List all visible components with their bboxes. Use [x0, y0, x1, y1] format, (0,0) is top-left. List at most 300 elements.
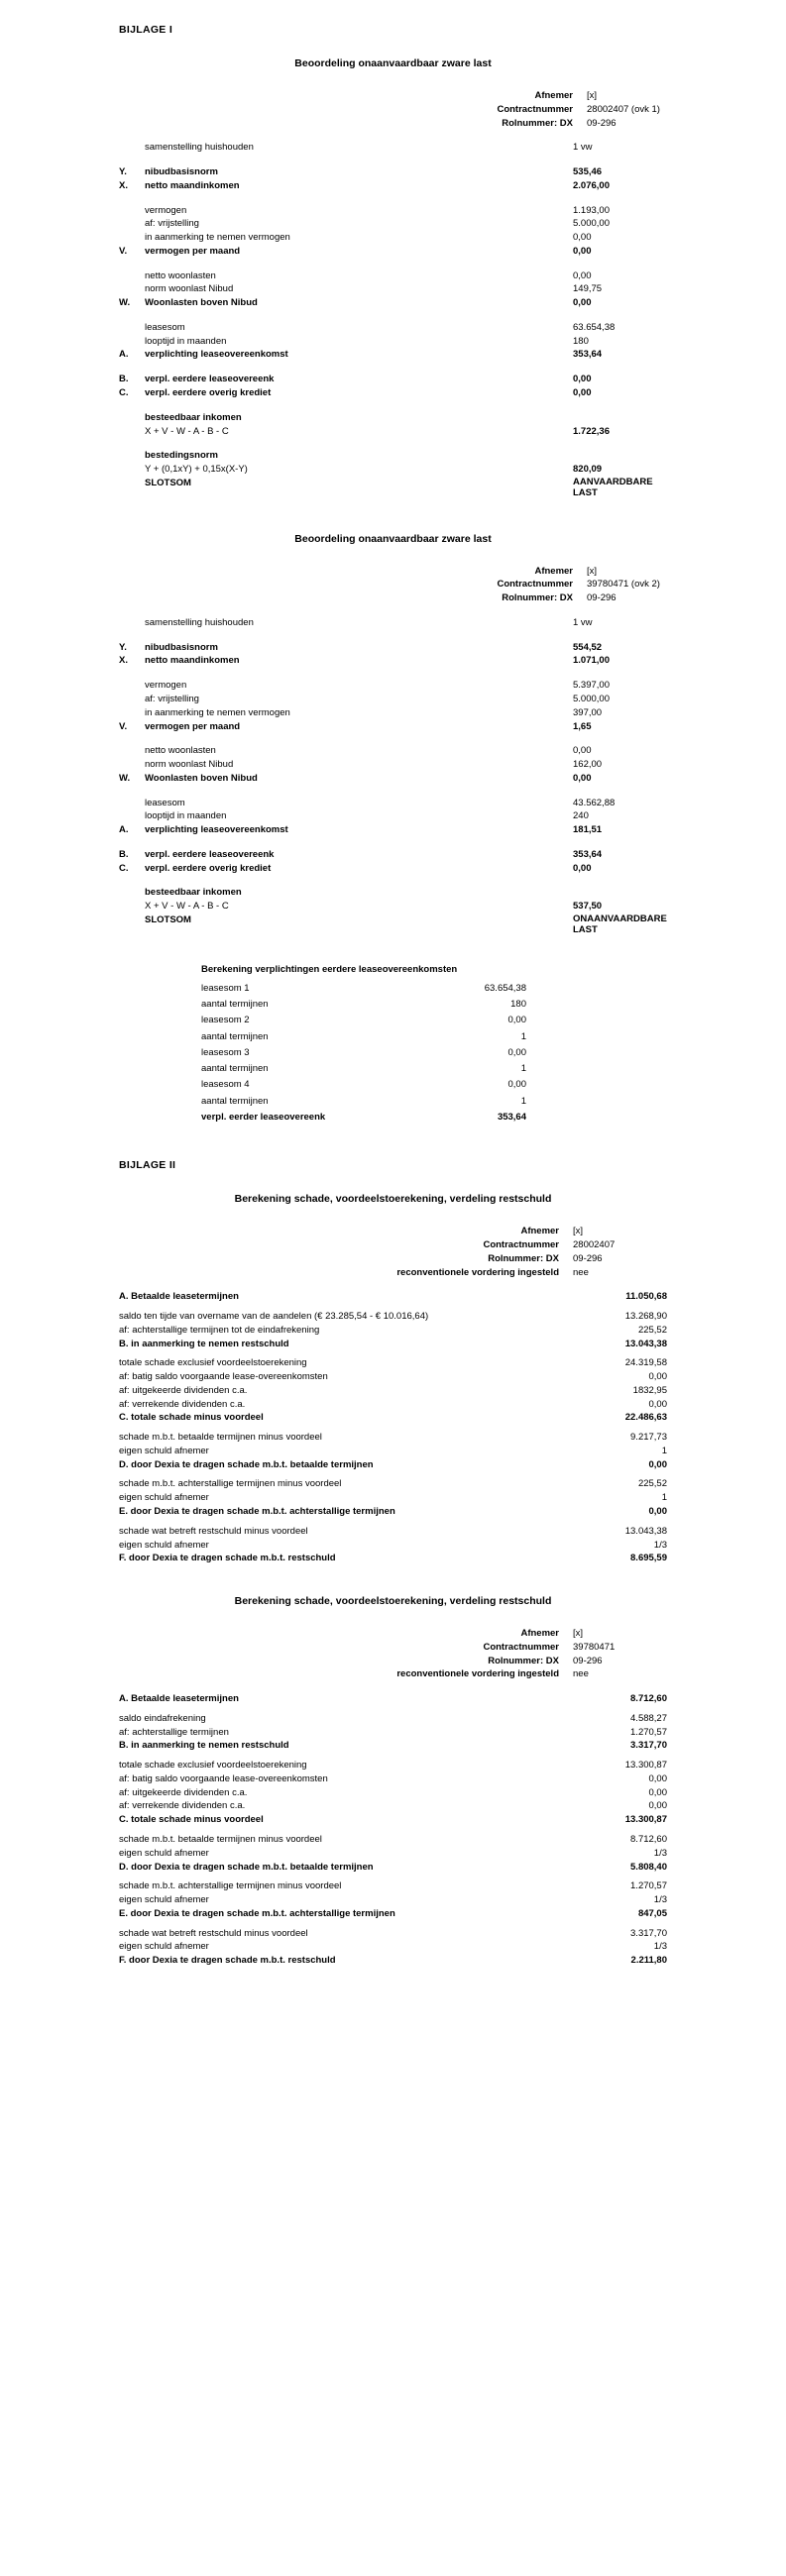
row-value: 0,00	[648, 1800, 667, 1812]
row-label: verpl. eerdere overig krediet	[145, 862, 272, 874]
rolnummer-label: Rolnummer: DX	[502, 117, 573, 129]
row-label: schade wat betreft restschuld minus voordeel	[119, 1927, 308, 1939]
row-value: 554,52	[573, 641, 603, 653]
table-row	[119, 772, 667, 786]
table-row	[119, 1726, 667, 1740]
row-value: 13.043,38	[624, 1525, 667, 1537]
row-code	[119, 217, 145, 231]
row-value: 1/3	[653, 1847, 667, 1859]
row-value: 43.562,88	[573, 797, 616, 808]
row-label: vermogen per maand	[145, 245, 241, 257]
case1-rows-table	[119, 165, 667, 477]
table-row	[119, 1225, 667, 1238]
afnemer-label: Afnemer	[520, 1628, 559, 1640]
row-value: 181,51	[573, 824, 603, 836]
row-value: 180	[510, 999, 526, 1011]
row-label: nibudbasisnorm	[145, 641, 218, 653]
slotsom-value: AANVAARDBARE LAST	[573, 476, 653, 499]
table-row	[119, 386, 667, 400]
table-row	[119, 1847, 667, 1861]
table-row	[200, 981, 527, 997]
row-label: E. door Dexia te dragen schade m.b.t. achterstallige termijnen	[119, 1907, 395, 1919]
contractnummer-value: 39780471	[573, 1641, 616, 1653]
contractnummer-label: Contractnummer	[483, 1238, 559, 1250]
row-value: 1/3	[653, 1539, 667, 1551]
row-label: eigen schuld afnemer	[119, 1539, 209, 1551]
row-value: 149,75	[573, 283, 603, 295]
table-row	[119, 706, 667, 720]
afnemer-label: Afnemer	[520, 1226, 559, 1237]
row-label: leasesom	[145, 797, 185, 808]
row-value: 0,00	[573, 387, 592, 399]
table-row	[119, 1431, 667, 1445]
row-label: norm woonlast Nibud	[145, 283, 234, 295]
table-row	[119, 1266, 667, 1280]
reconventie-value: nee	[573, 1668, 589, 1680]
row-code: V.	[119, 720, 128, 732]
row-label: aantal termijnen	[201, 999, 269, 1011]
table-row	[119, 1398, 667, 1412]
row-code: A.	[119, 349, 129, 361]
row-value: 0,00	[573, 862, 592, 874]
table-row	[119, 1739, 667, 1753]
table-row	[119, 1411, 667, 1425]
huishouden-label: samenstelling huishouden	[145, 142, 254, 154]
row-label: aantal termijnen	[201, 1030, 269, 1042]
row-value: 0,00	[507, 1046, 526, 1058]
row-label: vermogen	[145, 680, 187, 692]
rolnummer-value: 09-296	[573, 1655, 603, 1666]
row-code	[119, 321, 145, 335]
onaanvaardbaar-block-2	[119, 533, 667, 936]
contractnummer-value: 28002407	[573, 1238, 616, 1250]
table-row	[119, 809, 667, 823]
row-label: F. door Dexia te dragen schade m.b.t. restschuld	[119, 1955, 336, 1967]
row-label: netto maandinkomen	[145, 179, 240, 191]
row-label: af: achterstallige termijnen tot de eindafrekening	[119, 1324, 320, 1336]
row-code: W.	[119, 297, 131, 309]
row-value: 397,00	[573, 706, 603, 718]
row-value: 9.217,73	[630, 1432, 667, 1444]
table-row	[200, 1094, 527, 1110]
row-code	[119, 425, 145, 439]
table-row	[119, 1940, 667, 1954]
row-label: schade m.b.t. achterstallige termijnen minus voordeel	[119, 1478, 342, 1490]
row-label: netto maandinkomen	[145, 655, 240, 667]
row-value: 0,00	[648, 1772, 667, 1784]
row-label: af: batig saldo voorgaande lease-overeenkomsten	[119, 1772, 328, 1784]
row-label: verplichting leaseovereenkomst	[145, 824, 288, 836]
table-row	[119, 1356, 667, 1370]
row-value: 353,64	[497, 1111, 526, 1123]
row-code: V.	[119, 245, 128, 257]
contractnummer-label: Contractnummer	[497, 579, 573, 590]
table-row	[119, 245, 667, 259]
row-label: saldo eindafrekening	[119, 1712, 206, 1724]
section-title-1: Beoordeling onaanvaardbaar zware last	[294, 57, 492, 69]
row-label: C. totale schade minus voordeel	[119, 1412, 264, 1424]
row-value: 8.712,60	[630, 1834, 667, 1846]
rolnummer-label: Rolnummer: DX	[502, 592, 573, 604]
table-row	[119, 1290, 667, 1304]
table-row	[119, 1833, 667, 1847]
schade-block-2	[119, 1595, 667, 1968]
row-label: netto woonlasten	[145, 745, 216, 757]
row-value: 0,00	[573, 772, 592, 784]
table-row	[119, 1627, 667, 1641]
case1-slotsom	[119, 477, 667, 499]
table-row	[119, 1879, 667, 1893]
row-label: schade m.b.t. betaalde termijnen minus voordeel	[119, 1834, 322, 1846]
row-value: 537,50	[573, 901, 603, 912]
slotsom-label: SLOTSOM	[145, 913, 191, 925]
row-label: besteedbaar inkomen	[145, 411, 242, 423]
row-label: eigen schuld afnemer	[119, 1894, 209, 1906]
table-row	[200, 962, 527, 981]
table-row	[119, 1861, 667, 1875]
table-row	[200, 1045, 527, 1061]
row-code: X.	[119, 655, 128, 667]
table-row	[200, 1061, 527, 1077]
row-label: leasesom 3	[201, 1046, 250, 1058]
table-row	[119, 900, 667, 913]
b2case1-header-table	[119, 1225, 667, 1290]
row-label: leasesom 1	[201, 982, 250, 994]
table-row	[119, 862, 667, 876]
row-value: 0,00	[573, 269, 592, 281]
table-row	[119, 449, 667, 463]
table-row	[119, 641, 667, 655]
table-row	[200, 1077, 527, 1093]
table-row	[119, 1799, 667, 1813]
rolnummer-value: 09-296	[587, 592, 617, 604]
row-value: 13.268,90	[624, 1311, 667, 1323]
table-row	[119, 1893, 667, 1907]
row-code	[119, 335, 145, 349]
table-row	[119, 217, 667, 231]
row-code	[119, 886, 145, 900]
b2case1-rows-table	[119, 1290, 667, 1565]
row-value: 0,00	[573, 245, 592, 257]
row-label: vermogen	[145, 204, 187, 216]
row-value: 162,00	[573, 759, 603, 771]
row-value	[573, 886, 667, 900]
row-value: 13.043,38	[624, 1338, 667, 1349]
table-row	[119, 89, 667, 103]
row-value: 535,46	[573, 166, 603, 178]
table-row	[119, 1338, 667, 1351]
table-row	[119, 744, 667, 758]
row-value: 1/3	[653, 1941, 667, 1953]
row-label: schade m.b.t. achterstallige termijnen minus voordeel	[119, 1880, 342, 1892]
afnemer-label: Afnemer	[534, 90, 573, 101]
table-row	[119, 411, 667, 425]
row-value: 180	[573, 335, 589, 347]
row-label: F. door Dexia te dragen schade m.b.t. restschuld	[119, 1553, 336, 1564]
row-label: X + V - W - A - B - C	[145, 901, 229, 912]
row-value: 0,00	[573, 374, 592, 385]
row-code: X.	[119, 179, 128, 191]
row-value: 0,00	[648, 1786, 667, 1798]
row-label: vermogen per maand	[145, 720, 241, 732]
row-value: 0,00	[507, 1079, 526, 1091]
row-label: Woonlasten boven Nibud	[145, 772, 258, 784]
row-value: 847,05	[637, 1907, 667, 1919]
reconventie-value: nee	[573, 1266, 589, 1278]
row-code	[119, 411, 145, 425]
row-value: 1	[520, 1095, 526, 1107]
table-row	[119, 797, 667, 810]
row-value: 5.000,00	[573, 218, 610, 230]
table-row	[119, 477, 667, 499]
contractnummer-label: Contractnummer	[483, 1641, 559, 1653]
bijlage-1-label: BIJLAGE I	[119, 24, 173, 36]
table-row	[119, 616, 667, 630]
row-label: verpl. eerdere leaseovereenk	[145, 848, 275, 860]
table-row	[119, 1786, 667, 1800]
row-value	[573, 411, 667, 425]
row-code	[119, 449, 145, 463]
berekening-rows	[200, 981, 527, 1126]
table-row	[119, 204, 667, 218]
row-value: 353,64	[573, 848, 603, 860]
row-value: 0,00	[507, 1015, 526, 1026]
row-label: bestedingsnorm	[145, 450, 218, 462]
section-title-3: Berekening schade, voordeelstoerekening, verdeling restschuld	[234, 1193, 552, 1206]
table-row	[200, 1029, 527, 1045]
row-code: B.	[119, 848, 129, 860]
row-label: saldo ten tijde van overname van de aandelen (€ 23.285,54 - € 10.016,64)	[119, 1311, 429, 1323]
case1-header-table	[119, 89, 667, 165]
row-value: 820,09	[573, 464, 603, 476]
row-code	[119, 900, 145, 913]
row-label: in aanmerking te nemen vermogen	[145, 232, 290, 244]
section-title-2: Beoordeling onaanvaardbaar zware last	[294, 532, 492, 545]
row-code	[119, 758, 145, 772]
row-value: 4.588,27	[630, 1712, 667, 1724]
b2case2-header-table	[119, 1627, 667, 1692]
reconventie-label: reconventionele vordering ingesteld	[396, 1668, 559, 1680]
table-row	[119, 1384, 667, 1398]
row-label: Y + (0,1xY) + 0,15x(X-Y)	[145, 464, 248, 476]
table-row	[119, 565, 667, 579]
row-value: 5.397,00	[573, 680, 610, 692]
afnemer-value: [x]	[587, 565, 598, 577]
row-value: 0,00	[648, 1458, 667, 1470]
row-value: 0,00	[573, 745, 592, 757]
bijlage-2-label: BIJLAGE II	[119, 1159, 176, 1172]
row-label: C. totale schade minus voordeel	[119, 1814, 264, 1826]
case2-rows-table	[119, 641, 667, 913]
row-label: eigen schuld afnemer	[119, 1445, 209, 1456]
row-code	[119, 693, 145, 706]
row-label: af: verrekende dividenden c.a.	[119, 1800, 246, 1812]
table-row	[119, 1324, 667, 1338]
table-row	[119, 1927, 667, 1941]
berekening-verplichtingen-block	[119, 962, 667, 1127]
row-code: C.	[119, 387, 129, 399]
row-value: 2.076,00	[573, 179, 610, 191]
table-row	[119, 269, 667, 283]
table-row	[119, 165, 667, 179]
slotsom-value: ONAANVAARDBARE LAST	[573, 912, 667, 936]
section-title-4: Berekening schade, voordeelstoerekening, verdeling restschuld	[234, 1595, 552, 1608]
table-row	[119, 141, 667, 155]
row-value: 1	[661, 1445, 667, 1456]
row-value: 0,00	[648, 1506, 667, 1517]
row-value: 63.654,38	[484, 982, 526, 994]
table-row	[119, 373, 667, 386]
table-row	[119, 1552, 667, 1565]
row-value: 5.000,00	[573, 693, 610, 704]
afnemer-value: [x]	[573, 1628, 584, 1640]
row-label: looptijd in maanden	[145, 335, 227, 347]
row-value: 24.319,58	[624, 1357, 667, 1369]
row-label: besteedbaar inkomen	[145, 887, 242, 899]
row-value: 1.270,57	[630, 1726, 667, 1738]
row-code: Y.	[119, 641, 127, 653]
table-row	[119, 886, 667, 900]
b2case2-rows-table	[119, 1692, 667, 1968]
row-label: looptijd in maanden	[145, 810, 227, 822]
row-label: leasesom 4	[201, 1079, 250, 1091]
row-label: B. in aanmerking te nemen restschuld	[119, 1740, 289, 1752]
row-value: 1,65	[573, 720, 592, 732]
schade-block-1	[119, 1193, 667, 1565]
berekening-title: Berekening verplichtingen eerdere leaseovereenkomsten	[201, 963, 458, 975]
row-value: 8.695,59	[630, 1553, 667, 1564]
table-row	[200, 1110, 527, 1126]
huishouden-value: 1 vw	[573, 616, 593, 628]
rolnummer-label: Rolnummer: DX	[488, 1252, 559, 1264]
row-label: in aanmerking te nemen vermogen	[145, 706, 290, 718]
table-row	[119, 335, 667, 349]
table-row	[119, 1370, 667, 1384]
row-value: 1	[661, 1492, 667, 1504]
row-code: C.	[119, 862, 129, 874]
row-value	[573, 449, 667, 463]
table-row	[119, 1712, 667, 1726]
row-label: eigen schuld afnemer	[119, 1492, 209, 1504]
row-code	[119, 204, 145, 218]
table-row	[200, 997, 527, 1013]
table-row	[119, 1954, 667, 1968]
row-label: verpl. eerdere leaseovereenk	[145, 374, 275, 385]
row-label: nibudbasisnorm	[145, 166, 218, 178]
table-row	[119, 1445, 667, 1458]
table-row	[119, 654, 667, 668]
table-row	[119, 1641, 667, 1655]
row-label: af: batig saldo voorgaande lease-overeenkomsten	[119, 1371, 328, 1383]
row-code: W.	[119, 772, 131, 784]
row-code	[119, 463, 145, 477]
row-value: 0,00	[573, 232, 592, 244]
row-value: 1.071,00	[573, 655, 610, 667]
table-row	[119, 1655, 667, 1668]
table-row	[119, 231, 667, 245]
row-value: 2.211,80	[630, 1955, 667, 1967]
row-label: leasesom	[145, 321, 185, 333]
row-label: verpl. eerder leaseovereenk	[201, 1111, 326, 1123]
row-label: Woonlasten boven Nibud	[145, 297, 258, 309]
rolnummer-value: 09-296	[587, 117, 617, 129]
huishouden-label: samenstelling huishouden	[145, 616, 254, 628]
table-row	[119, 1667, 667, 1681]
row-label: A. Betaalde leasetermijnen	[119, 1693, 239, 1705]
table-row	[119, 425, 667, 439]
row-label: totale schade exclusief voordeelstoerekening	[119, 1760, 307, 1771]
table-row	[119, 1491, 667, 1505]
row-value: 3.317,70	[630, 1927, 667, 1939]
row-value: 3.317,70	[630, 1740, 667, 1752]
row-code: B.	[119, 374, 129, 385]
table-row	[119, 321, 667, 335]
contractnummer-value: 28002407 (ovk 1)	[587, 103, 660, 115]
table-row	[119, 1310, 667, 1324]
table-row	[119, 179, 667, 193]
row-label: aantal termijnen	[201, 1095, 269, 1107]
row-value: 1.722,36	[573, 425, 610, 437]
table-row	[119, 848, 667, 862]
table-row	[119, 1813, 667, 1827]
row-code	[119, 269, 145, 283]
row-label: eigen schuld afnemer	[119, 1847, 209, 1859]
table-row	[119, 720, 667, 734]
table-row	[119, 1539, 667, 1553]
table-row	[119, 758, 667, 772]
row-label: E. door Dexia te dragen schade m.b.t. achterstallige termijnen	[119, 1506, 395, 1517]
row-label: norm woonlast Nibud	[145, 759, 234, 771]
table-row	[119, 693, 667, 706]
row-value: 63.654,38	[573, 321, 616, 333]
row-code	[119, 809, 145, 823]
row-code	[119, 679, 145, 693]
reconventie-label: reconventionele vordering ingesteld	[396, 1266, 559, 1278]
row-value: 1.193,00	[573, 204, 610, 216]
row-label: eigen schuld afnemer	[119, 1941, 209, 1953]
row-code	[119, 282, 145, 296]
row-label: schade m.b.t. betaalde termijnen minus voordeel	[119, 1432, 322, 1444]
row-code	[119, 744, 145, 758]
row-value: 0,00	[648, 1371, 667, 1383]
berekening-verplichtingen-table	[200, 962, 527, 981]
table-row	[119, 578, 667, 591]
table-row	[119, 1477, 667, 1491]
row-value: 8.712,60	[630, 1693, 667, 1705]
afnemer-label: Afnemer	[534, 565, 573, 577]
table-row	[119, 296, 667, 310]
row-code	[119, 797, 145, 810]
rolnummer-value: 09-296	[573, 1252, 603, 1264]
table-row	[119, 913, 667, 936]
row-code	[119, 706, 145, 720]
row-label: schade wat betreft restschuld minus voordeel	[119, 1525, 308, 1537]
row-value: 11.050,68	[625, 1291, 667, 1303]
table-row	[119, 463, 667, 477]
table-row	[200, 1013, 527, 1028]
row-label: af: achterstallige termijnen	[119, 1726, 229, 1738]
row-label: af: verrekende dividenden c.a.	[119, 1398, 246, 1410]
contractnummer-value: 39780471 (ovk 2)	[587, 579, 660, 590]
row-label: totale schade exclusief voordeelstoerekening	[119, 1357, 307, 1369]
row-value: 0,00	[573, 297, 592, 309]
row-label: D. door Dexia te dragen schade m.b.t. betaalde termijnen	[119, 1458, 374, 1470]
row-label: leasesom 2	[201, 1015, 250, 1026]
row-code: Y.	[119, 166, 127, 178]
table-row	[119, 1772, 667, 1786]
case2-header-table	[119, 565, 667, 641]
afnemer-value: [x]	[573, 1226, 584, 1237]
